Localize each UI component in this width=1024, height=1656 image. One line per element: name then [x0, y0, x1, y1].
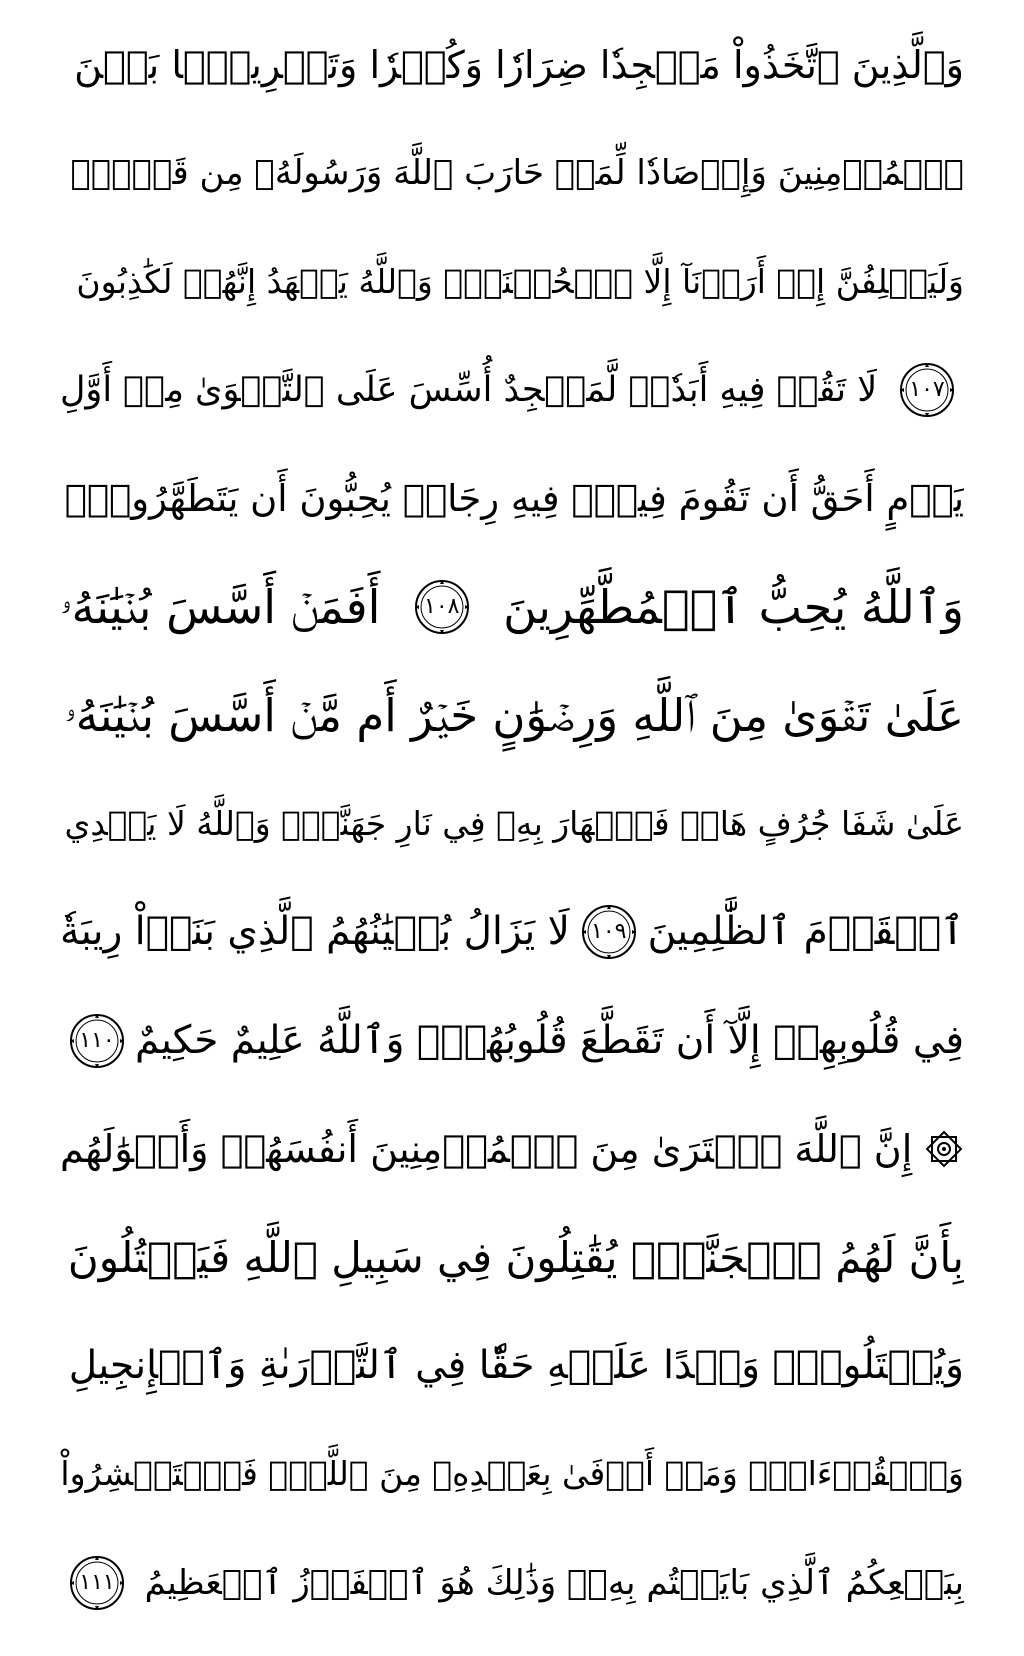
line-text: ٱلۡقَوۡمَ ٱلظَّٰلِمِينَ: [647, 909, 964, 955]
text-line-3: [60, 239, 964, 325]
text-line-13: [60, 1323, 964, 1409]
text-line-4: [60, 347, 964, 433]
line-text: بِأَنَّ لَهُمُ ٱلۡجَنَّةَۚ يُقَٰتِلُونَ فِي سَبِيلِ ٱللَّهِ فَيَقۡتُلُونَ: [67, 1232, 964, 1282]
verse-marker-110: [68, 1012, 126, 1070]
text-line-5: [60, 456, 964, 542]
verse-marker-107: [898, 361, 956, 419]
line-text: يَوۡمٍ أَحَقُّ أَن تَقُومَ فِيهِۚ فِيهِ رِجَالٞ يُحِبُّونَ أَن يَتَطَهَّرُواْۚ: [64, 476, 964, 520]
text-line-2: [60, 130, 964, 216]
verse-marker-111: [68, 1554, 126, 1612]
line-text: ٱلۡمُؤۡمِنِينَ وَإِرۡصَادٗا لِّمَنۡ حَارَبَ ٱللَّهَ وَرَسُولَهُۥ مِن قَبۡلُۚ: [70, 153, 964, 194]
verse-marker-108: [413, 578, 471, 636]
text-line-10: [60, 998, 964, 1084]
line-text: وَلَيَحۡلِفُنَّ إِنۡ أَرَدۡنَآ إِلَّا ٱلۡحُسۡنَىٰۖ وَٱللَّهُ يَشۡهَدُ إِنَّهُمۡ لَكَٰذِبُونَ: [76, 261, 964, 301]
rub-el-hizb-icon: [924, 1129, 964, 1169]
text-line-12: [60, 1215, 964, 1301]
text-line-7: [60, 673, 964, 759]
verse-number: ١٠٨: [424, 594, 460, 620]
line-text: فِي قُلُوبِهِمۡ إِلَّآ أَن تَقَطَّعَ قُلُوبُهُمۡۗ وَٱللَّهُ عَلِيمٌ حَكِيمٌ: [135, 1017, 964, 1063]
text-line-6: [60, 564, 964, 650]
line-text: لَا يَزَالُ بُنۡيَٰنُهُمُ ٱلَّذِي بَنَوۡاْ رِيبَةٗ: [60, 909, 570, 955]
page-text: [60, 22, 964, 1626]
text-line-1: [60, 22, 964, 108]
verse-number: ١١١: [79, 1569, 115, 1595]
text-line-9: [60, 889, 964, 975]
line-text: بِبَيۡعِكُمُ ٱلَّذِي بَايَعۡتُم بِهِۦۚ وَذَٰلِكَ هُوَ ٱلۡفَوۡزُ ٱلۡعَظِيمُ: [144, 1562, 964, 1603]
line-text: أَفَمَنۡ أَسَّسَ بُنۡيَٰنَهُۥ: [60, 580, 381, 635]
line-text: وَيُقۡتَلُونَۖ وَعۡدًا عَلَيۡهِ حَقّٗا فِي ٱلتَّوۡرَىٰةِ وَٱلۡإِنجِيلِ: [68, 1343, 964, 1389]
text-line-14: [60, 1431, 964, 1517]
text-line-15: [60, 1540, 964, 1626]
text-line-8: [60, 781, 964, 867]
verse-number: ١٠٧: [909, 377, 945, 403]
line-text: وَٱلَّذِينَ ٱتَّخَذُواْ مَسۡجِدٗا ضِرَارٗا وَكُفۡرٗا وَتَفۡرِيقَۢا بَيۡنَ: [74, 43, 964, 87]
verse-number: ١١٠: [79, 1027, 115, 1053]
line-text: إِنَّ ٱللَّهَ ٱشۡتَرَىٰ مِنَ ٱلۡمُؤۡمِنِينَ أَنفُسَهُمۡ وَأَمۡوَٰلَهُم: [60, 1127, 913, 1172]
text-line-11: [60, 1106, 964, 1192]
line-text: عَلَىٰ شَفَا جُرُفٍ هَارٖ فَٱنۡهَارَ بِهِۦ فِي نَارِ جَهَنَّمَۗ وَٱللَّهُ لَا يَهۡدِي: [64, 803, 964, 843]
line-text: وَٱلۡقُرۡءَانِۚ وَمَنۡ أَوۡفَىٰ بِعَهۡدِهِۦ مِنَ ٱللَّهِۚ فَٱسۡتَبۡشِرُواْ: [60, 1454, 964, 1494]
verse-marker-109: [580, 903, 638, 961]
line-text: لَا تَقُمۡ فِيهِ أَبَدٗاۚ لَّمَسۡجِدٌ أُسِّسَ عَلَى ٱلتَّقۡوَىٰ مِنۡ أَوَّلِ: [60, 370, 878, 411]
line-text: عَلَىٰ تَقۡوَىٰ مِنَ ٱللَّهِ وَرِضۡوَٰنٍ خَيۡرٌ أَم مَّنۡ أَسَّسَ بُنۡيَٰنَهُۥ: [64, 688, 964, 742]
verse-number: ١٠٩: [591, 919, 627, 945]
line-text: وَٱللَّهُ يُحِبُّ ٱلۡمُطَّهِّرِينَ: [503, 580, 964, 635]
